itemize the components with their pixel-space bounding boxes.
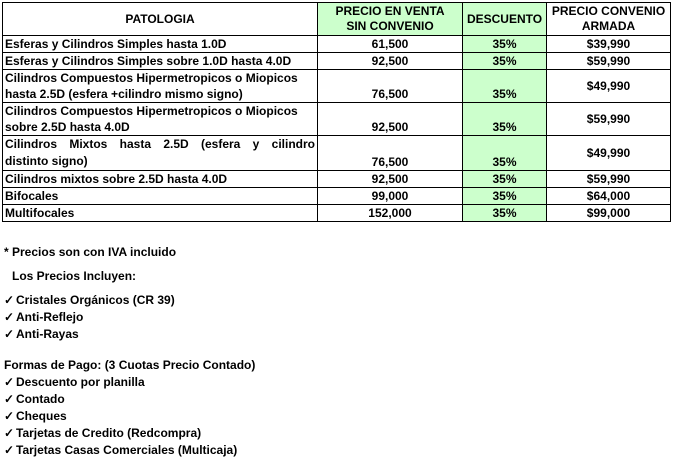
header-precio-venta-line-2: SIN CONVENIO	[346, 19, 434, 33]
table-row	[3, 103, 671, 136]
row-precio-convenio: $99,000	[547, 205, 671, 222]
row-precio-convenio: $49,990	[547, 136, 671, 171]
row-precio-convenio: $49,990	[547, 70, 671, 103]
row-descuento: 35%	[463, 103, 547, 136]
row-name-line-1: Cilindros Compuestos Hipermetropicos o Miopicos	[5, 71, 298, 85]
row-descuento: 35%	[463, 53, 547, 70]
checkmark-icon: ✓	[4, 409, 15, 423]
table-row	[3, 136, 671, 171]
pago-item-label: Cheques	[16, 409, 67, 423]
pago-item	[4, 392, 65, 406]
row-precio-venta: 99,000	[318, 188, 463, 205]
checkmark-icon: ✓	[4, 443, 15, 457]
incluyen-item	[4, 310, 83, 324]
table-row	[3, 188, 671, 205]
row-precio-venta: 152,000	[318, 205, 463, 222]
row-name-line-1: Cilindros Compuestos Hipermetropicos o Miopicos	[5, 104, 298, 118]
row-name	[3, 103, 318, 136]
row-precio-convenio: $64,000	[547, 188, 671, 205]
row-precio-convenio: $59,990	[547, 103, 671, 136]
table-row	[3, 53, 671, 70]
header-precio-venta	[318, 3, 463, 36]
pago-item-label: Tarjetas de Credito (Redcompra)	[16, 426, 202, 440]
row-precio-venta: 92,500	[318, 53, 463, 70]
incluyen-item	[4, 293, 175, 307]
pago-item	[4, 443, 237, 457]
iva-note: * Precios son con IVA incluido	[4, 245, 177, 259]
row-name-line-2: sobre 2.5D hasta 4.0D	[5, 120, 130, 134]
checkmark-icon: ✓	[4, 392, 15, 406]
row-descuento: 35%	[463, 188, 547, 205]
row-descuento: 35%	[463, 70, 547, 103]
row-precio-venta: 92,500	[318, 103, 463, 136]
header-patologia: PATOLOGIA	[3, 3, 318, 36]
header-precio-convenio-line-1: PRECIO CONVENIO	[551, 4, 666, 18]
pago-item	[4, 409, 67, 423]
incluyen-item-label: Anti-Reflejo	[16, 310, 84, 324]
row-precio-venta: 92,500	[318, 171, 463, 188]
incluyen-title: Los Precios Incluyen:	[12, 269, 137, 283]
checkmark-icon: ✓	[4, 426, 15, 440]
table-row	[3, 171, 671, 188]
row-name: Multifocales	[3, 205, 318, 222]
row-name: Esferas y Cilindros Simples sobre 1.0D hasta 4.0D	[3, 53, 318, 70]
row-precio-convenio: $39,990	[547, 36, 671, 53]
header-precio-venta-line-1: PRECIO EN VENTA	[335, 4, 445, 18]
pago-item-label: Descuento por planilla	[16, 375, 145, 389]
table-row	[3, 36, 671, 53]
checkmark-icon: ✓	[4, 310, 15, 324]
header-precio-convenio	[547, 3, 671, 36]
header-descuento: DESCUENTO	[463, 3, 547, 36]
incluyen-item	[4, 327, 79, 341]
pago-title: Formas de Pago: (3 Cuotas Precio Contado)	[4, 358, 256, 372]
row-descuento: 35%	[463, 205, 547, 222]
pago-item-label: Tarjetas Casas Comerciales (Multicaja)	[16, 443, 238, 457]
row-precio-venta: 76,500	[318, 70, 463, 103]
row-descuento: 35%	[463, 136, 547, 171]
price-table	[2, 2, 671, 222]
row-name: Bifocales	[3, 188, 318, 205]
row-name: Esferas y Cilindros Simples hasta 1.0D	[3, 36, 318, 53]
table-header-row	[3, 3, 671, 36]
row-name	[3, 70, 318, 103]
row-name: Cilindros mixtos sobre 2.5D hasta 4.0D	[3, 171, 318, 188]
row-name-line-1: Cilindros Mixtos hasta 2.5D (esfera y cilindro	[5, 137, 315, 151]
row-descuento: 35%	[463, 36, 547, 53]
checkmark-icon: ✓	[4, 327, 15, 341]
incluyen-item-label: Cristales Orgánicos (CR 39)	[16, 293, 175, 307]
row-precio-convenio: $59,990	[547, 171, 671, 188]
table-row	[3, 205, 671, 222]
row-name-line-2: distinto signo)	[5, 154, 88, 168]
row-descuento: 35%	[463, 171, 547, 188]
row-name-line-2: hasta 2.5D (esfera +cilindro mismo signo)	[5, 87, 243, 101]
incluyen-item-label: Anti-Rayas	[16, 327, 79, 341]
table-row	[3, 70, 671, 103]
row-precio-venta: 76,500	[318, 136, 463, 171]
checkmark-icon: ✓	[4, 375, 15, 389]
pago-item	[4, 426, 201, 440]
row-precio-convenio: $59,990	[547, 53, 671, 70]
header-precio-convenio-line-2: ARMADA	[581, 19, 636, 33]
row-precio-venta: 61,500	[318, 36, 463, 53]
row-name	[3, 136, 318, 171]
pago-item-label: Contado	[16, 392, 65, 406]
pago-item	[4, 375, 145, 389]
checkmark-icon: ✓	[4, 293, 15, 307]
